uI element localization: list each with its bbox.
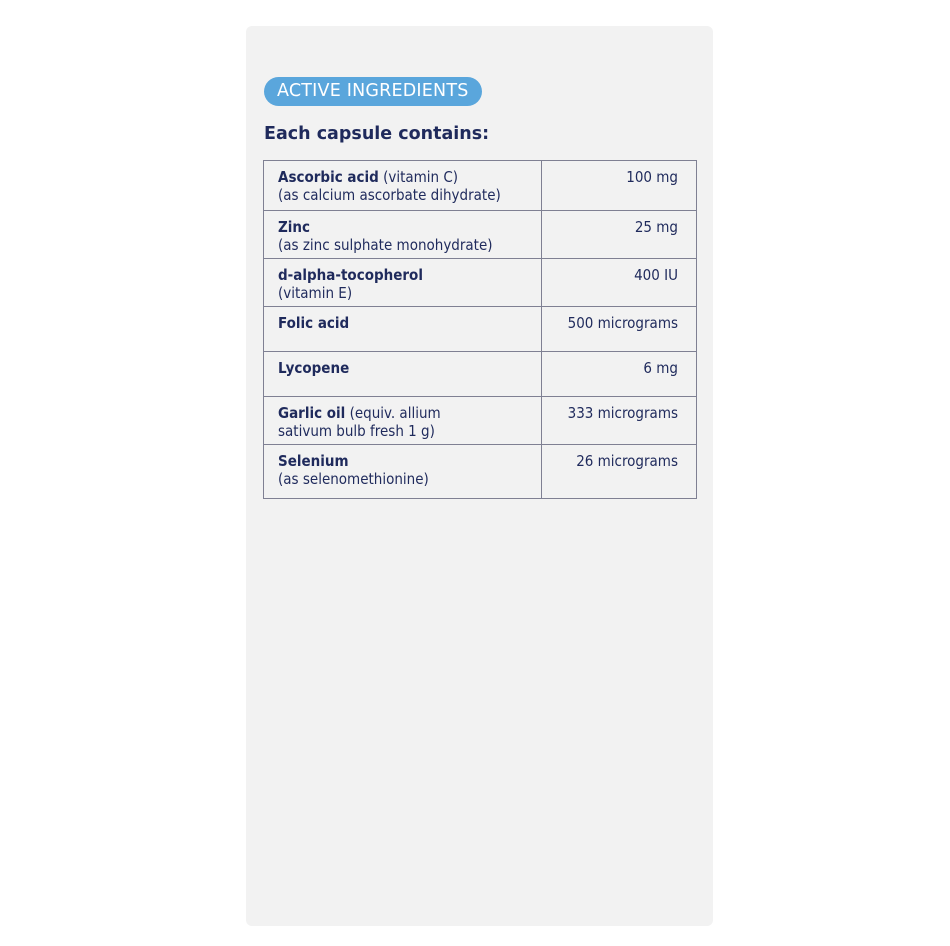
ingredient-amount: 6 mg — [542, 352, 697, 397]
ingredient-note: (as calcium ascorbate dihydrate) — [278, 186, 501, 204]
table-row — [264, 445, 697, 499]
ingredient-name: Garlic oil — [278, 404, 346, 422]
table-row — [264, 352, 697, 397]
ingredient-note: (as zinc sulphate monohydrate) — [278, 236, 493, 254]
table-row — [264, 307, 697, 352]
ingredient-name-cell — [264, 259, 542, 307]
ingredient-name-cell — [264, 397, 542, 445]
table-row — [264, 161, 697, 211]
ingredient-amount: 25 mg — [542, 211, 697, 259]
ingredient-inline-note: (vitamin C) — [383, 168, 459, 186]
ingredient-note: sativum bulb fresh 1 g) — [278, 422, 435, 440]
ingredient-amount: 100 mg — [542, 161, 697, 211]
ingredient-note: (vitamin E) — [278, 284, 353, 302]
ingredient-name-cell — [264, 211, 542, 259]
ingredient-inline-note: (equiv. allium — [349, 404, 441, 422]
ingredient-amount: 400 IU — [542, 259, 697, 307]
ingredient-amount: 333 micrograms — [542, 397, 697, 445]
ingredient-amount: 500 micrograms — [542, 307, 697, 352]
ingredient-name: Selenium — [278, 452, 349, 470]
ingredient-name: Zinc — [278, 218, 311, 236]
table-row — [264, 397, 697, 445]
ingredient-name-cell — [264, 445, 542, 499]
ingredient-amount: 26 micrograms — [542, 445, 697, 499]
ingredient-name-cell — [264, 352, 542, 397]
table-divider-tick — [541, 487, 542, 492]
ingredient-name: Folic acid — [278, 314, 350, 332]
ingredient-name-cell — [264, 307, 542, 352]
ingredient-note: (as selenomethionine) — [278, 470, 429, 488]
active-ingredients-badge: ACTIVE INGREDIENTS — [264, 77, 482, 106]
table-row — [264, 259, 697, 307]
ingredients-table — [263, 160, 697, 499]
ingredients-panel — [246, 26, 713, 926]
table-row — [264, 211, 697, 259]
ingredient-name: Ascorbic acid — [278, 168, 379, 186]
capsule-contents-heading: Each capsule contains: — [264, 124, 490, 144]
ingredient-name-cell — [264, 161, 542, 211]
ingredient-name: Lycopene — [278, 359, 350, 377]
ingredient-name: d-alpha-tocopherol — [278, 266, 423, 284]
